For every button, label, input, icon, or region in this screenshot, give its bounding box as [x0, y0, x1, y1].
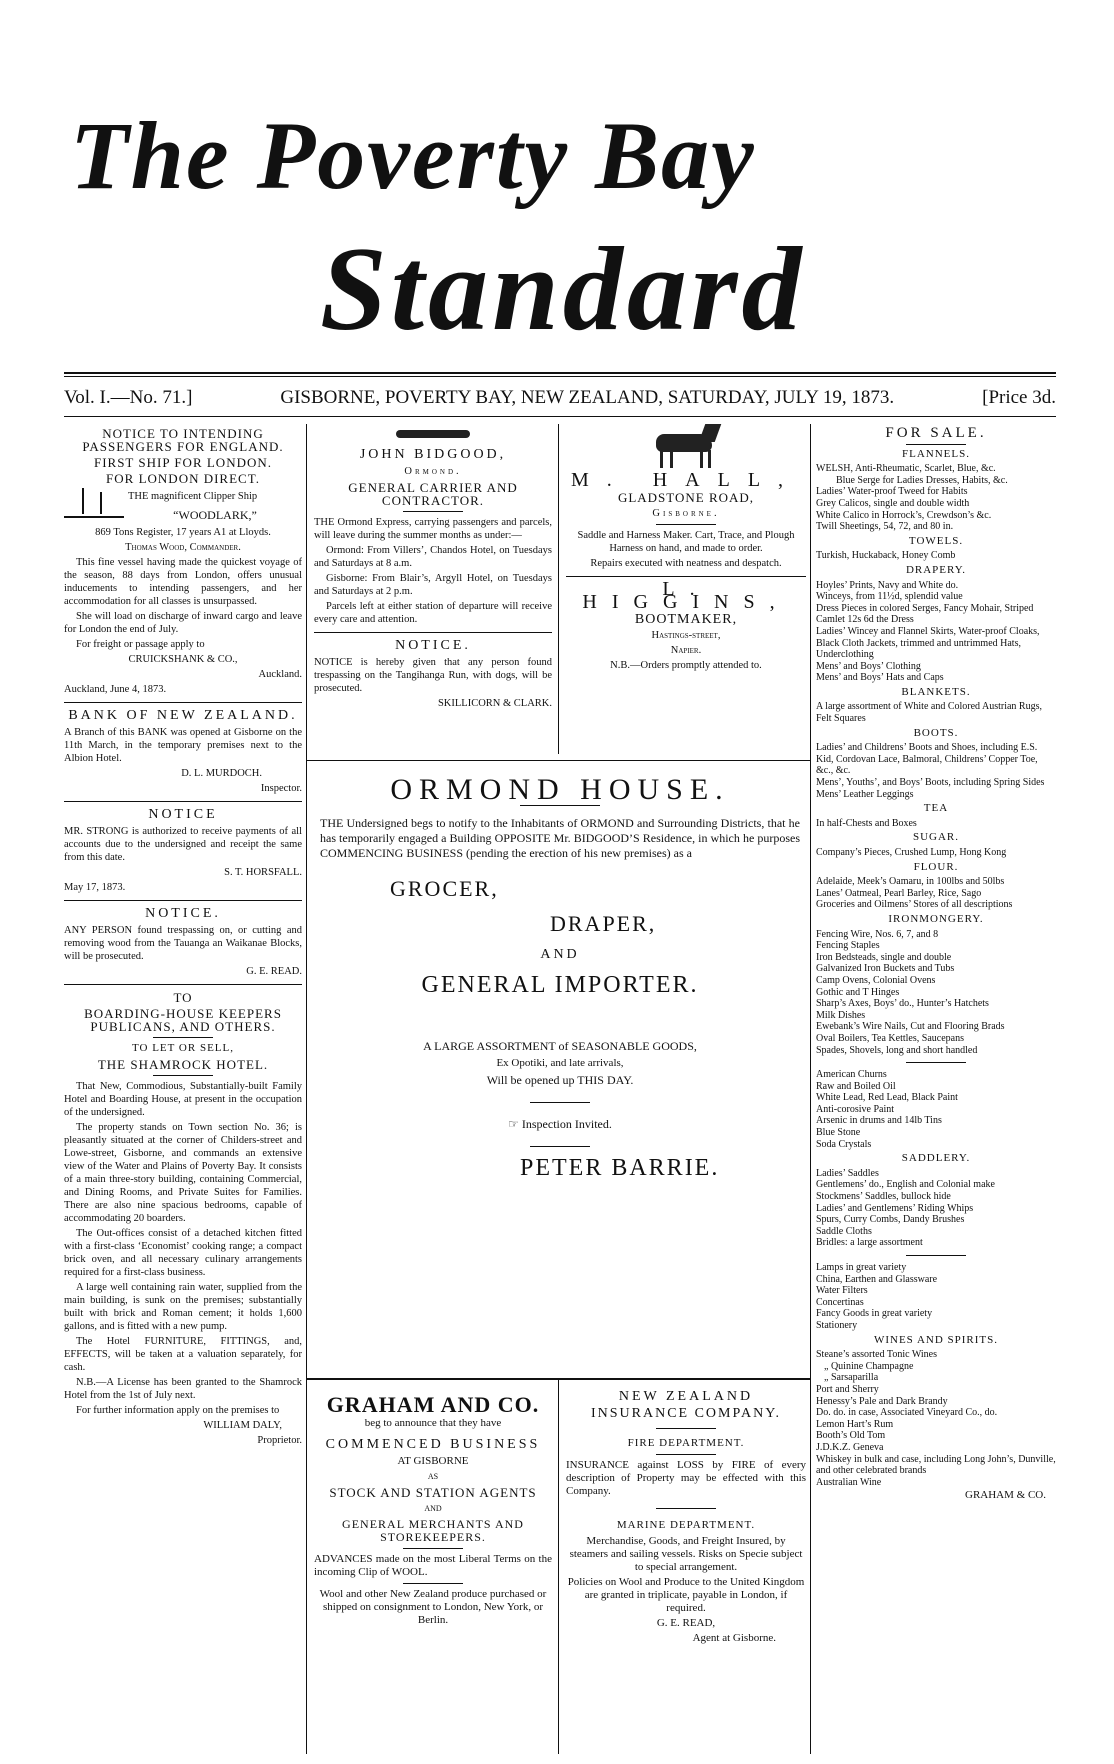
masthead-title-line1: The Poverty Bay	[70, 102, 756, 209]
list-item: Gentlemens’ do., English and Colonial make	[816, 1179, 995, 1191]
list-item: Mens’, Youths’, and Boys’ Boots, including Spring Sides	[816, 777, 1045, 789]
sale-heading: TOWELS.	[908, 534, 964, 547]
sale-heading: TEA	[923, 802, 949, 815]
list-item: Do. do. in case, Associated Vineyard Co., do.	[816, 1407, 998, 1419]
list-item: Twill Sheetings, 54, 72, and 80 in.	[816, 521, 954, 533]
list-item: A large assortment of White and Colored Austrian Rugs, Felt Squares	[816, 701, 1042, 725]
ship-register: 869 Tons Register, 17 years A1 at Lloyds.	[95, 527, 271, 538]
list-item: Australian Wine	[816, 1476, 882, 1488]
list-item: WELSH, Anti-Rheumatic, Scarlet, Blue, &c.	[816, 463, 996, 475]
misc-list	[816, 1069, 1056, 1150]
column-1	[64, 424, 302, 1449]
list-item: Raw and Boiled Oil	[816, 1080, 896, 1092]
notice-apply: For freight or passage apply to	[76, 639, 205, 650]
masthead-rule-thin	[64, 376, 1056, 377]
hotel-para: The Hotel FURNITURE, FITTINGS, and, EFFECTS, will be taken at a valuation separately, for cash.	[64, 1336, 302, 1373]
passenger-notice	[64, 427, 302, 696]
notice-body: MR. STRONG is authorized to receive payments of all accounts due to the undersigned and receipt the same from this date.	[64, 826, 302, 863]
graham-and: AND	[424, 1504, 442, 1513]
notice-sign: S. T. HORSFALL.	[224, 867, 302, 878]
bootmaker-address: Hastings-street,	[651, 630, 721, 641]
list-item: Mens’ and Boys’ Hats and Caps	[816, 672, 944, 684]
fire-department: FIRE DEPARTMENT.	[627, 1437, 745, 1449]
list-item: Lanes’ Oatmeal, Pearl Barley, Rice, Sago	[816, 887, 982, 899]
sale-heading: WINES AND SPIRITS.	[873, 1333, 999, 1346]
divider	[64, 801, 302, 802]
list-item: Iron Bedsteads, single and double	[816, 951, 952, 963]
bootmaker-trade: BOOTMAKER,	[634, 612, 738, 627]
column-2	[314, 424, 552, 712]
hotel-sign: WILLIAM DALY,	[203, 1420, 282, 1431]
marine-body: Merchandise, Goods, and Freight Insured, by steamers and sailing vessels. Risks on Specie subject to special arrangement.	[569, 1535, 803, 1573]
sale-heading: SADDLERY.	[901, 1152, 971, 1165]
sale-sign: GRAHAM & CO.	[965, 1489, 1046, 1502]
ship-name: “WOODLARK,”	[173, 508, 257, 522]
bank-sign: D. L. MURDOCH.	[181, 768, 262, 779]
list-item: Grey Calicos, single and double width	[816, 497, 970, 509]
divider	[64, 900, 302, 901]
ormond-inspection: ☞ Inspection Invited.	[508, 1117, 612, 1131]
ship-illustration	[64, 488, 124, 518]
bank-body: A Branch of this BANK was opened at Gisborne on the 11th March, in the temporary premises next to the Albion Hotel.	[64, 727, 302, 764]
sale-heading: DRAPERY.	[905, 563, 967, 576]
list-item: Ladies’ Wincey and Flannel Skirts, Water-proof Cloaks, Black Cloth Jackets, trimmed and untrimmed Hats, Underclothing	[816, 625, 1040, 661]
sale-heading: BLANKETS.	[901, 685, 971, 698]
sale-heading: BOOTS.	[913, 726, 959, 739]
trade-grocer: GROCER,	[390, 876, 499, 901]
agent-place: Auckland.	[258, 669, 302, 680]
ormond-assortment: A LARGE ASSORTMENT of SEASONABLE GOODS,	[423, 1039, 697, 1053]
wines-list	[816, 1349, 1056, 1488]
hotel-to: TO	[173, 990, 193, 1005]
graham-advances: ADVANCES made on the most Liberal Terms on the incoming Clip of WOOL.	[314, 1553, 552, 1578]
bank-title: BANK OF NEW ZEALAND.	[68, 708, 298, 723]
list-item: Ladies’ and Childrens’ Boots and Shoes, including E.S. Kid, Cordovan Lace, Balmoral, Childrens’ Copper Toe, &c., &c.	[816, 742, 1038, 777]
hotel-title: BOARDING-HOUSE KEEPERS PUBLICANS, AND OTHERS.	[84, 1006, 282, 1034]
list-item: Mens’ and Boys’ Clothing	[816, 660, 921, 672]
column-3	[566, 424, 806, 674]
list-item: China, Earthen and Glassware	[816, 1273, 938, 1285]
list-item: Henessy’s Pale and Dark Brandy	[816, 1395, 948, 1407]
trade-importer: GENERAL IMPORTER.	[421, 972, 699, 998]
list-item: Fencing Wire, Nos. 6, 7, and 8	[816, 928, 939, 940]
ormond-title: ORMOND HOUSE.	[390, 773, 730, 806]
masthead-rule	[64, 372, 1056, 374]
ormond-house-ad	[320, 770, 800, 1181]
list-item: Milk Dishes	[816, 1009, 866, 1021]
divider	[64, 702, 302, 703]
list-item: Sharp’s Axes, Boys’ do., Hunter’s Hatchets	[816, 998, 989, 1010]
notice-subtitle: FOR LONDON DIRECT.	[106, 471, 260, 486]
ormond-ex: Ex Opotiki, and late arrivals,	[496, 1057, 624, 1069]
column-rule	[306, 424, 307, 1754]
dateline	[64, 383, 1056, 413]
list-item: Port and Sherry	[816, 1383, 879, 1395]
list-item: Stockmens’ Saddles, bullock hide	[816, 1191, 951, 1203]
column-rule	[558, 1378, 559, 1754]
agent-name: CRUICKSHANK & CO.,	[128, 654, 238, 665]
trade-draper: DRAPER,	[550, 911, 657, 936]
carrier-route: Gisborne: From Blair’s, Argyll Hotel, on Tuesdays and Saturdays at 2 p.m.	[314, 573, 552, 597]
dateline-rule	[64, 416, 1056, 417]
sale-heading: FLANNELS.	[902, 447, 970, 460]
list-item: American Churns	[816, 1069, 887, 1081]
strong-notice	[64, 808, 302, 894]
graham-wool: Wool and other New Zealand produce purchased or shipped on consignment to London, New York, or Berlin.	[319, 1588, 547, 1626]
notice-body: This fine vessel having made the quickest voyage of the season, 88 days from London, offers unusual inducements to intending passengers, and her accommodation for all classes is unsurpassed.	[64, 557, 302, 607]
bootmaker-name: L. HIGGINS,	[582, 578, 790, 613]
divider	[566, 576, 806, 577]
bank-sign-title: Inspector.	[260, 783, 302, 794]
list-item: Saddle Cloths	[816, 1225, 872, 1237]
list-item: Anti-corosive Paint	[816, 1103, 895, 1115]
drapery-list	[816, 580, 1056, 684]
masthead	[60, 40, 1050, 360]
list-item: Fencing Staples	[816, 940, 880, 952]
place-date: GISBORNE, POVERTY BAY, NEW ZEALAND, SATURDAY, JULY 19, 1873.	[280, 387, 895, 408]
saddler-address: GLADSTONE ROAD,	[617, 490, 755, 505]
column-rule	[810, 424, 811, 1754]
saddler-town: Gisborne.	[652, 508, 720, 519]
insurance-company: INSURANCE COMPANY.	[590, 1406, 782, 1421]
bank-notice	[64, 709, 302, 795]
hotel-name: THE SHAMROCK HOTEL.	[97, 1057, 269, 1072]
volume-number: Vol. I.—No. 71.]	[64, 387, 193, 408]
list-item: Lemon Hart’s Rum	[816, 1418, 894, 1430]
hotel-sign-title: Proprietor.	[257, 1435, 302, 1446]
list-item: Ladies’ Saddles	[816, 1167, 879, 1179]
section-rule	[306, 1378, 810, 1380]
list-item: „ Quinine Champagne	[824, 1360, 914, 1372]
flannels-list	[816, 463, 1056, 533]
list-item: Spades, Shovels, long and short handled	[816, 1044, 978, 1056]
hotel-para: A large well containing rain water, supplied from the main building, is sunk on the premises; substantially built with brick and Roman cement; it holds 1,600 gallons, and is fitted with a new pump.	[64, 1282, 302, 1332]
notice-body: She will load on discharge of inward cargo and leave for London the end of July.	[64, 611, 302, 635]
graham-ad	[314, 1386, 552, 1629]
notice-date: May 17, 1873.	[64, 882, 126, 893]
divider	[64, 984, 302, 985]
notice-body: ANY PERSON found trespassing on, or cutting and removing wood from the Tauanga an Waikanae Blocks, will be prosecuted.	[64, 925, 302, 962]
carrier-trade: GENERAL CARRIER AND CONTRACTOR.	[348, 480, 518, 508]
graham-commenced: COMMENCED BUSINESS	[325, 1437, 541, 1452]
notice-subtitle: FIRST SHIP FOR LONDON.	[93, 455, 273, 470]
graham-stock: STOCK AND STATION AGENTS	[329, 1485, 537, 1500]
ormond-open: Will be opened up THIS DAY.	[486, 1073, 634, 1087]
list-item: „ Sarsaparilla	[824, 1372, 879, 1384]
hotel-notice	[64, 991, 302, 1447]
list-item: Fancy Goods in great variety	[816, 1308, 933, 1320]
notice-sign: G. E. READ.	[246, 966, 302, 977]
list-item: Turkish, Huckaback, Honey Comb	[816, 550, 956, 562]
list-item: Whiskey in bulk and case, including Long John’s, Dunville, and other celebrated brands	[816, 1453, 1056, 1477]
insurance-ad	[566, 1386, 806, 1647]
notice-title: NOTICE.	[395, 638, 471, 653]
list-item: Soda Crystals	[816, 1138, 872, 1150]
horse-illustration	[646, 424, 726, 470]
sale-title: FOR SALE.	[885, 425, 987, 441]
notice-date: Auckland, June 4, 1873.	[64, 684, 167, 695]
ship-commander: Thomas Wood, Commander.	[125, 542, 241, 553]
list-item: In half-Chests and Boxes	[816, 817, 917, 829]
graham-beg: beg to announce that they have	[364, 1417, 502, 1429]
trade-and: AND	[540, 947, 580, 962]
trespass-notice	[64, 907, 302, 978]
list-item: Blue Stone	[816, 1127, 861, 1139]
insurance-wool: Policies on Wool and Produce to the United Kingdom are granted in triplicate, payable in London, if required.	[567, 1576, 805, 1614]
notice-lead: THE magnificent Clipper Ship	[128, 491, 258, 502]
list-item: Gothic and T Hinges	[816, 986, 900, 998]
list-item: Oval Boilers, Tea Kettles, Saucepans	[816, 1032, 964, 1044]
divider	[314, 632, 552, 633]
carrier-body: THE Ormond Express, carrying passengers and parcels, will leave during the summer months as under:—	[314, 517, 552, 541]
graham-name: GRAHAM AND CO.	[326, 1392, 540, 1417]
section-rule	[306, 760, 810, 761]
notice-sign: SKILLICORN & CLARK.	[437, 698, 552, 709]
for-sale-column	[816, 424, 1056, 1504]
ormond-sign: PETER BARRIE.	[520, 1155, 720, 1181]
saddler-repairs: Repairs executed with neatness and despatch.	[590, 558, 782, 569]
lamps-list	[816, 1262, 1056, 1332]
coach-illustration	[388, 424, 478, 444]
list-item: Ladies’ and Gentlemens’ Riding Whips	[816, 1202, 974, 1214]
notice-title: NOTICE	[148, 807, 218, 822]
list-item: J.D.K.Z. Geneva	[816, 1441, 884, 1453]
hotel-para: The property stands on Town section No. 36; is pleasantly situated at the corner of Childers-street and Lowe-street, Gisborne, and commands an extensive view of the Water and Plains of Poverty Bay. It consists of a main three-story building, containing Commercial, and Dining Rooms, and Private Suites for Families. There are also nine spacious bedrooms, capable of accommodating 20 boarders.	[64, 1122, 302, 1224]
list-item: Concertinas	[816, 1296, 864, 1308]
graham-as: AS	[427, 1472, 439, 1481]
list-item: Blue Serge for Ladies Dresses, Habits, &c.	[836, 474, 1008, 486]
saddler-body: Saddle and Harness Maker. Cart, Trace, and Plough Harness on hand, and made to order.	[577, 530, 795, 554]
insurance-name: NEW ZEALAND	[618, 1389, 754, 1404]
list-item: Winceys, from 11½d, splendid value	[816, 591, 963, 603]
sale-heading: SUGAR.	[912, 831, 960, 844]
list-item: Dress Pieces in colored Serges, Fancy Mohair, Striped Camlet 12s 6d the Dress	[816, 602, 1034, 626]
notice-title: NOTICE.	[145, 906, 221, 921]
saddlery-list	[816, 1168, 1056, 1249]
notice-title: NOTICE TO INTENDING PASSENGERS FOR ENGLAND.	[82, 426, 284, 454]
carrier-name: JOHN BIDGOOD,	[359, 447, 507, 462]
hotel-para: For further information apply on the premises to	[76, 1405, 280, 1416]
bootmaker-town: Napier.	[670, 645, 702, 656]
column-rule	[558, 424, 559, 754]
masthead-title-line2: Standard	[320, 222, 806, 355]
list-item: Company’s Pieces, Crushed Lump, Hong Kong	[816, 847, 1007, 858]
bootmaker-nb: N.B.—Orders promptly attended to.	[610, 660, 762, 671]
hotel-para: That New, Commodious, Substantially-built Family Hotel and Boarding House, at present in the occupation of the undersigned.	[64, 1081, 302, 1118]
carrier-place: Ormond.	[404, 466, 462, 477]
price: [Price 3d.	[982, 387, 1056, 408]
graham-at: AT GISBORNE	[397, 1455, 469, 1467]
list-item: Bridles: a large assortment	[816, 1237, 923, 1249]
list-item: Adelaide, Meek’s Oamaru, in 100lbs and 50lbs	[816, 876, 1005, 888]
sale-heading: FLOUR.	[913, 860, 959, 873]
list-item: Stationery	[816, 1319, 858, 1331]
hotel-para: The Out-offices consist of a detached kitchen fitted with a first-class ‘Economist’ cooking range; a compact brick oven, and all necessary culinary arrangements required for a first-class business.	[64, 1228, 302, 1278]
list-item: Lamps in great variety	[816, 1262, 907, 1273]
ormond-body: THE Undersigned begs to notify to the Inhabitants of ORMOND and Surrounding Districts, that he has temporarily engaged a Building OPPOSITE Mr. BIDGOOD’S Residence, in which he purposes COMMENCING BUSINESS (pending the erection of his new premises) as a	[320, 816, 800, 860]
list-item: Water Filters	[816, 1285, 868, 1297]
sale-heading: IRONMONGERY.	[888, 912, 984, 925]
graham-general: GENERAL MERCHANTS AND STOREKEEPERS.	[342, 1517, 524, 1544]
list-item: Booth’s Old Tom	[816, 1430, 886, 1442]
carrier-route: Parcels left at either station of departure will receive every care and attention.	[314, 601, 552, 625]
list-item: Groceries and Oilmens’ Stores of all descriptions	[816, 899, 1013, 911]
list-item: Arsenic in drums and 14lb Tins	[816, 1115, 942, 1127]
hotel-sub: TO LET OR SELL,	[132, 1042, 234, 1054]
list-item: Galvanized Iron Buckets and Tubs	[816, 963, 955, 975]
list-item: White Lead, Red Lead, Black Paint	[816, 1092, 958, 1104]
saddler-name: M. HALL,	[570, 469, 802, 491]
list-item: Spurs, Curry Combs, Dandy Brushes	[816, 1214, 965, 1226]
ironmongery-list	[816, 929, 1056, 1057]
list-item: Ewebank’s Wire Nails, Cut and Flooring Brads	[816, 1021, 1005, 1033]
list-item: Mens’ Leather Leggings	[816, 788, 914, 800]
list-item: White Calico in Horrock’s, Crewdson’s &c.	[816, 509, 992, 521]
marine-department: MARINE DEPARTMENT.	[616, 1519, 756, 1531]
insurance-sign: G. E. READ,	[656, 1617, 716, 1629]
fire-body: INSURANCE against LOSS by FIRE of every description of Property may be effected with this Company.	[566, 1459, 806, 1497]
list-item: Steane’s assorted Tonic Wines	[816, 1349, 938, 1361]
notice-body: NOTICE is hereby given that any person found trespassing on the Tangihanga Run, with dogs, will be prosecuted.	[314, 657, 552, 694]
carrier-route: Ormond: From Villers’, Chandos Hotel, on Tuesdays and Saturdays at 8 a.m.	[314, 545, 552, 569]
list-item: Camp Ovens, Colonial Ovens	[816, 974, 936, 986]
list-item: Ladies’ Water-proof Tweed for Habits	[816, 486, 968, 498]
insurance-sign-title: Agent at Gisborne.	[692, 1632, 776, 1644]
list-item: Hoyles’ Prints, Navy and White do.	[816, 579, 959, 591]
hotel-para: N.B.—A License has been granted to the Shamrock Hotel from the 1st of July next.	[64, 1377, 302, 1401]
